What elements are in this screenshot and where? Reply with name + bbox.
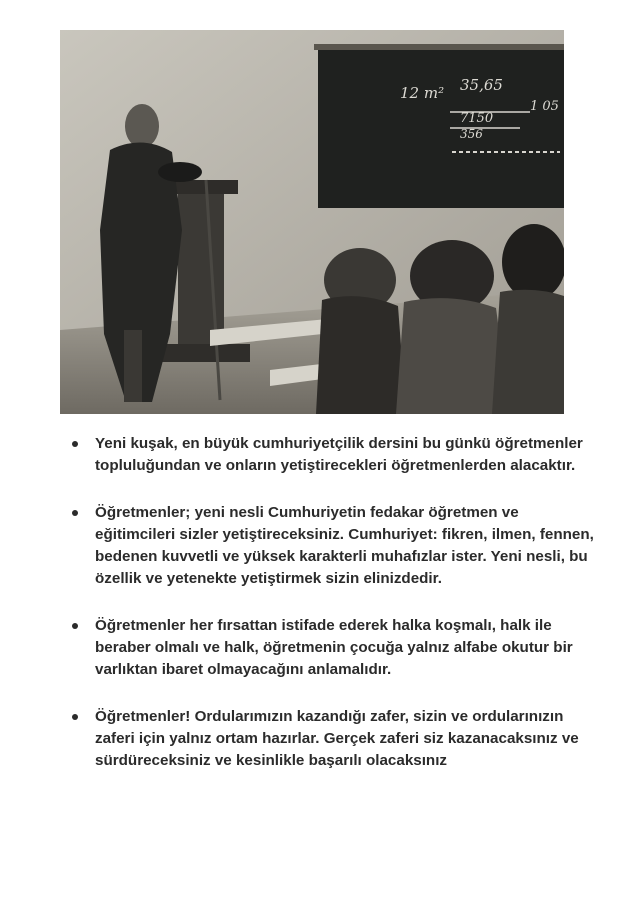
board-text-number-1: 35,65 <box>460 76 503 94</box>
bullet-icon <box>72 441 78 447</box>
quotes-section <box>70 433 600 797</box>
quote-text: Öğretmenler! Ordularımızın kazandığı zafer, sizin ve ordularınızın zaferi için yalnız ortam hazırlar. Gerçek zaferi siz kazanacaksınız ve sürdüreceksiniz ve kesinlikle başarılı olacaksınız <box>95 708 579 769</box>
board-text-number-4: 1 05 <box>530 99 559 114</box>
quote-text: Öğretmenler her fırsattan istifade ederek halka koşmalı, halk ile beraber olmalı ve halk, öğretmenin çocuğa yalnız alfabe okutur bir varlıktan ibaret olmayacağını anlamalıdır. <box>95 617 573 678</box>
list-item <box>70 706 600 772</box>
lectern-stand <box>178 194 224 344</box>
blackboard <box>318 48 564 208</box>
bullet-icon <box>72 623 78 629</box>
quote-text: Öğretmenler; yeni nesli Cumhuriyetin fedakar öğretmen ve eğitimcileri sizler yetiştireceksiniz. Cumhuriyet: fikren, ilmen, fennen, bedenen kuvvetli ve yüksek karakterli muhafızlar ister. Yeni nesli, bu özellik ve yetenekte yetiştirmek sizin elinizdedir. <box>95 504 594 587</box>
bullet-icon <box>72 714 78 720</box>
classroom-photo <box>60 30 564 414</box>
list-item <box>70 615 600 681</box>
board-text-number-3: 356 <box>460 127 483 141</box>
classroom-photo-illustration <box>60 30 564 414</box>
board-text-area: 12 m² <box>400 84 445 102</box>
board-text-number-2: 7150 <box>460 111 494 126</box>
quote-text: Yeni kuşak, en büyük cumhuriyetçilik dersini bu günkü öğretmenler topluluğundan ve onların yetiştirecekleri öğretmenlerden alacaktır. <box>95 435 583 474</box>
list-item <box>70 433 600 477</box>
quotes-list <box>70 433 600 772</box>
list-item <box>70 502 600 590</box>
bullet-icon <box>72 510 78 516</box>
students <box>316 224 564 414</box>
